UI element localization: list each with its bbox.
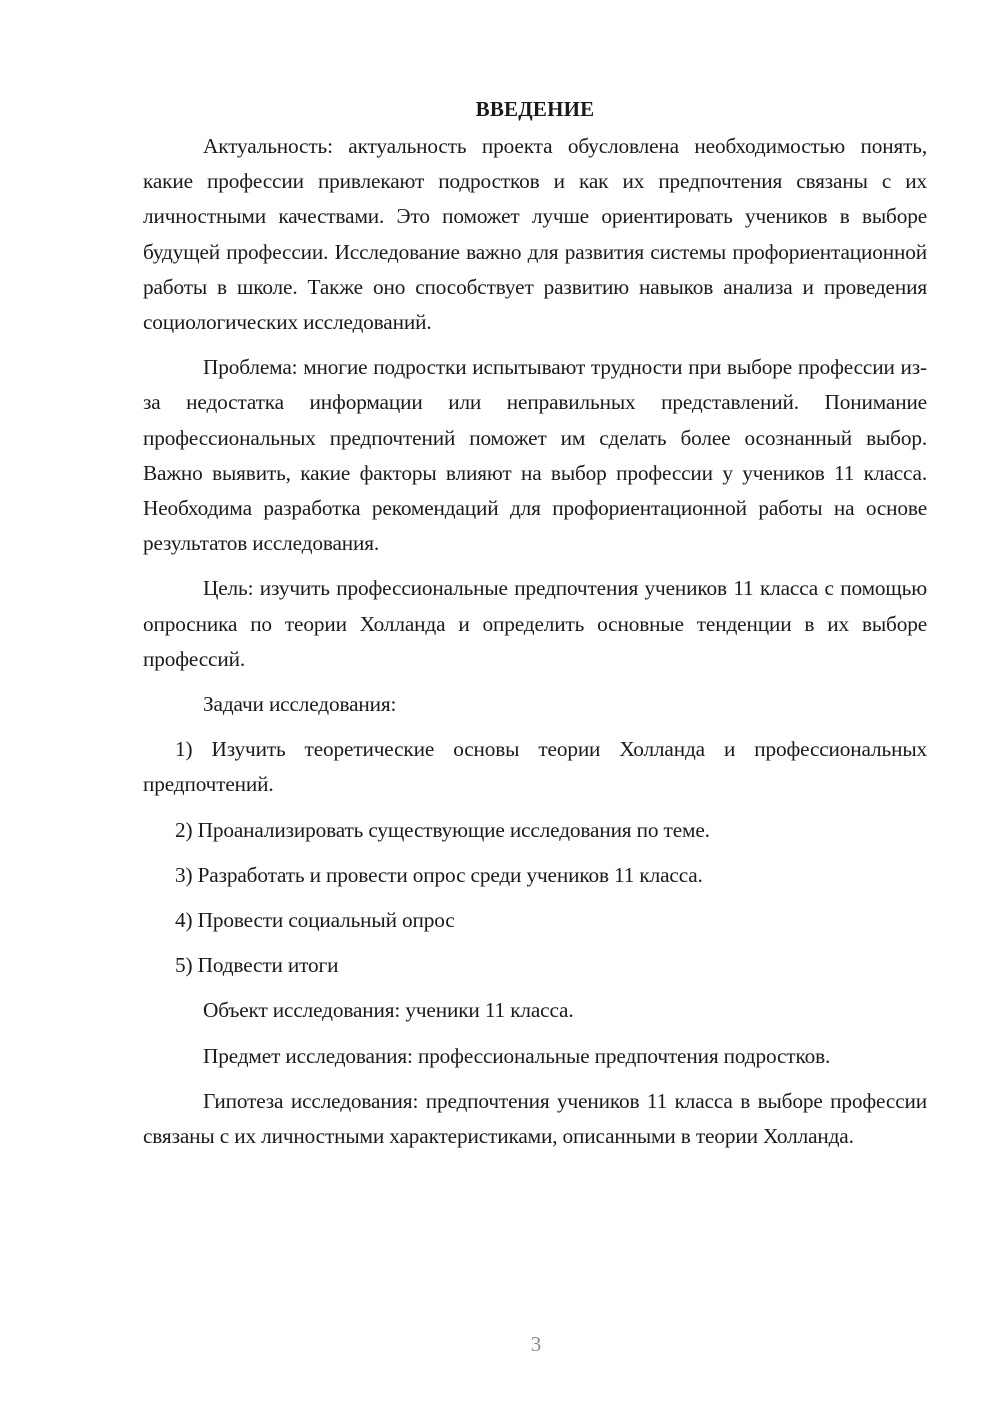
- task-item: 1) Изучить теоретические основы теории Холланда и профессиональных предпочтений.: [143, 737, 927, 797]
- problem-paragraph: Проблема: многие подростки испытывают трудности при выборе профессии из-за недостатка информации или неправильных представлений. Понимание профессиональных предпочтений поможет им сделать более осознанный выбор. Важно выявить, какие факторы влияют на выбор профессии у учеников 11 класса. Необходима разработка рекомендаций для профориентационной работы на основе результатов исследования.: [143, 355, 927, 556]
- goal-paragraph: Цель: изучить профессиональные предпочтения учеников 11 класса с помощью опросника по теории Холланда и определить основные тенденции в их выборе профессий.: [143, 576, 927, 671]
- tasks-heading: Задачи исследования:: [203, 692, 397, 717]
- task-item: 5) Подвести итоги: [175, 953, 339, 978]
- task-item: 2) Проанализировать существующие исследования по теме.: [175, 817, 710, 842]
- task-item: 4) Провести социальный опрос: [175, 908, 455, 933]
- hypothesis-paragraph: Гипотеза исследования: предпочтения учеников 11 класса в выборе профессии связаны с их личностными характеристиками, описанными в теории Холланда.: [143, 1088, 927, 1149]
- object-paragraph: Объект исследования: ученики 11 класса.: [203, 998, 574, 1023]
- task-item: 3) Разработать и провести опрос среди учеников 11 класса.: [175, 862, 703, 887]
- page-title: ВВЕДЕНИЕ: [475, 97, 595, 121]
- document-page: [143, 92, 927, 1164]
- subject-paragraph: Предмет исследования: профессиональные предпочтения подростков.: [203, 1043, 831, 1068]
- relevance-paragraph: Актуальность: актуальность проекта обусловлена необходимостью понять, какие профессии привлекают подростков и как их предпочтения связаны с их личностными качествами. Это поможет лучше ориентировать учеников в выборе будущей профессии. Исследование важно для развития системы профориентационной работы в школе. Также оно способствует развитию навыков анализа и проведения социологических исследований.: [143, 134, 927, 335]
- page-number: 3: [530, 1332, 542, 1356]
- tasks-list: [143, 732, 927, 983]
